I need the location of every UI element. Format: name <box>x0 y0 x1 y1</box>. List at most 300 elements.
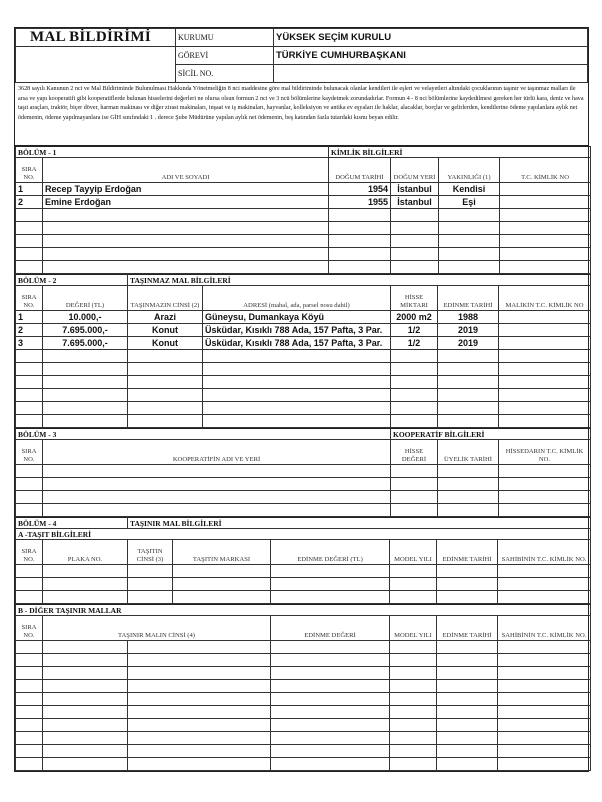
table-cell <box>43 641 128 654</box>
table-row <box>16 732 591 745</box>
table-cell: Eşi <box>439 196 500 209</box>
table-cell <box>16 745 43 758</box>
table-cell <box>271 719 390 732</box>
table-cell <box>16 565 43 578</box>
table-cell <box>391 491 438 504</box>
table-cell: Üsküdar, Kısıklı 788 Ada, 157 Pafta, 3 Par. <box>203 324 391 337</box>
table-row <box>16 402 591 415</box>
column-header: SIRA NO. <box>16 616 43 641</box>
column-header: TAŞITIN CİNSİ (3) <box>128 540 173 565</box>
table-row <box>16 578 591 591</box>
table-cell <box>271 706 390 719</box>
table-cell <box>391 209 439 222</box>
table-cell <box>391 363 438 376</box>
table-cell <box>128 389 203 402</box>
section-code: BÖLÜM - 1 <box>16 147 329 158</box>
table-cell <box>173 591 271 604</box>
table-cell <box>43 578 128 591</box>
table-cell: Konut <box>128 324 203 337</box>
table-cell <box>43 758 128 771</box>
table-cell <box>498 565 591 578</box>
table-cell <box>498 667 591 680</box>
table-cell <box>203 402 391 415</box>
column-header: T.C. KİMLİK NO <box>500 158 591 183</box>
table-cell: 2 <box>16 196 43 209</box>
form-title: MAL BİLDİRİMİ <box>16 29 176 47</box>
column-header: HİSSE DEĞERİ <box>391 440 438 465</box>
section-subheader <box>16 529 591 540</box>
table-cell <box>500 235 591 248</box>
section-title: TAŞINIR MAL BİLGİLERİ <box>128 518 591 529</box>
table-cell <box>128 363 203 376</box>
column-header: SIRA NO. <box>16 286 43 311</box>
table-cell <box>390 719 437 732</box>
table-cell <box>16 578 43 591</box>
kurumu-label: KURUMU <box>176 29 274 47</box>
table-cell <box>271 667 390 680</box>
section-bolum-1 <box>15 146 591 274</box>
table-cell <box>499 415 591 428</box>
table-cell <box>43 591 128 604</box>
table-cell <box>329 209 391 222</box>
kurumu-value: YÜKSEK SEÇİM KURULU <box>274 29 588 47</box>
table-cell <box>437 578 498 591</box>
table-cell <box>498 591 591 604</box>
sicil-label: SİCİL NO. <box>176 65 274 83</box>
table-cell <box>500 209 591 222</box>
table-cell <box>128 719 271 732</box>
table-cell <box>128 732 271 745</box>
table-cell: 7.695.000,- <box>43 324 128 337</box>
table-cell <box>499 491 591 504</box>
column-header: SIRA NO. <box>16 440 43 465</box>
table-cell: 2000 m2 <box>391 311 438 324</box>
table-cell: 3 <box>16 337 43 350</box>
table-row <box>16 248 591 261</box>
table-cell <box>499 402 591 415</box>
section-bolum-3 <box>15 428 591 517</box>
section-title: TAŞINMAZ MAL BİLGİLERİ <box>128 275 591 286</box>
table-cell <box>128 565 173 578</box>
table-cell <box>43 706 128 719</box>
table-cell <box>203 415 391 428</box>
table-row <box>16 641 591 654</box>
table-row <box>16 196 591 209</box>
table-cell <box>43 402 128 415</box>
section-subtitle: A -TAŞIT BİLGİLERİ <box>16 529 591 540</box>
table-cell <box>16 654 43 667</box>
table-row <box>16 591 591 604</box>
table-cell <box>128 415 203 428</box>
table-cell <box>43 350 128 363</box>
table-cell <box>390 565 437 578</box>
table-cell <box>271 745 390 758</box>
column-header: ÜYELİK TARİHİ <box>438 440 499 465</box>
table-cell <box>390 680 437 693</box>
table-cell <box>43 693 128 706</box>
section-code: BÖLÜM - 2 <box>16 275 128 286</box>
table-row <box>16 565 591 578</box>
table-cell <box>271 732 390 745</box>
column-header: SIRA NO. <box>16 540 43 565</box>
table-cell <box>437 745 498 758</box>
table-cell: 1954 <box>329 183 391 196</box>
table-cell: Üsküdar, Kısıklı 788 Ada, 157 Pafta, 3 Par. <box>203 337 391 350</box>
table-cell <box>16 706 43 719</box>
column-header: YAKINLIĞI (1) <box>439 158 500 183</box>
table-cell <box>271 693 390 706</box>
table-cell <box>499 478 591 491</box>
table-cell <box>128 402 203 415</box>
table-cell <box>43 376 128 389</box>
table-cell <box>500 248 591 261</box>
table-cell <box>391 350 438 363</box>
table-cell <box>499 350 591 363</box>
table-cell <box>437 654 498 667</box>
column-header: TAŞINIR MALIN CİNSİ (4) <box>43 616 271 641</box>
column-headers <box>16 440 591 465</box>
column-header: HİSSEDARIN T.C. KİMLİK NO. <box>499 440 591 465</box>
table-cell <box>16 641 43 654</box>
table-row <box>16 324 591 337</box>
gorevi-label: GÖREVİ <box>176 47 274 65</box>
table-row <box>16 758 591 771</box>
table-cell <box>16 491 43 504</box>
header-table <box>15 28 588 83</box>
section-subheader <box>16 605 591 616</box>
table-cell <box>43 209 329 222</box>
table-cell <box>390 745 437 758</box>
section-bolum-2 <box>15 274 591 428</box>
column-header: HİSSE MİKTARI <box>391 286 438 311</box>
column-headers <box>16 540 591 565</box>
table-cell <box>329 248 391 261</box>
table-cell <box>498 706 591 719</box>
table-row <box>16 667 591 680</box>
table-row <box>16 654 591 667</box>
table-cell <box>43 261 329 274</box>
table-cell <box>437 719 498 732</box>
table-cell <box>437 565 498 578</box>
table-cell <box>499 504 591 517</box>
table-cell <box>43 491 391 504</box>
table-cell <box>391 376 438 389</box>
table-cell: Arazi <box>128 311 203 324</box>
table-cell <box>498 654 591 667</box>
table-cell <box>16 719 43 732</box>
table-row <box>16 491 591 504</box>
column-header: SAHİBİNİN T.C. KİMLİK NO. <box>498 616 591 641</box>
table-row <box>16 504 591 517</box>
table-cell <box>271 641 390 654</box>
table-cell <box>391 478 438 491</box>
table-cell <box>16 376 43 389</box>
table-cell <box>391 261 439 274</box>
column-header: MALİKİN T.C. KİMLİK NO <box>499 286 591 311</box>
table-cell <box>271 680 390 693</box>
table-cell <box>128 376 203 389</box>
table-cell <box>271 578 390 591</box>
section-header <box>16 518 591 529</box>
table-row <box>16 311 591 324</box>
table-cell <box>16 363 43 376</box>
table-cell <box>43 415 128 428</box>
table-cell: 10.000,- <box>43 311 128 324</box>
table-cell <box>128 591 173 604</box>
column-header: DOĞUM YERİ <box>391 158 439 183</box>
section-title: KOOPERATİF BİLGİLERİ <box>391 429 591 440</box>
table-cell <box>271 565 390 578</box>
table-cell <box>439 222 500 235</box>
table-cell <box>43 667 128 680</box>
mal-bildirimi-form <box>14 27 589 772</box>
table-row <box>16 376 591 389</box>
table-cell <box>498 641 591 654</box>
table-cell: 1/2 <box>391 337 438 350</box>
table-cell: İstanbul <box>391 196 439 209</box>
column-headers <box>16 616 591 641</box>
column-header: SIRA NO. <box>16 158 43 183</box>
table-cell <box>329 235 391 248</box>
table-cell <box>499 337 591 350</box>
table-cell <box>437 693 498 706</box>
table-cell <box>391 465 438 478</box>
table-cell <box>128 641 271 654</box>
table-cell <box>16 667 43 680</box>
table-cell <box>16 732 43 745</box>
table-cell: 7.695.000,- <box>43 337 128 350</box>
column-header: ADRESİ (mahal, ada, parsel nosu dahil) <box>203 286 391 311</box>
table-cell: 1/2 <box>391 324 438 337</box>
table-cell <box>390 706 437 719</box>
column-header: TAŞINMAZIN CİNSİ (2) <box>128 286 203 311</box>
column-header: EDİNME TARİHİ <box>438 286 499 311</box>
table-cell <box>128 758 271 771</box>
column-header: DEĞERİ (TL) <box>43 286 128 311</box>
table-cell <box>173 578 271 591</box>
table-cell <box>498 758 591 771</box>
table-cell: Recep Tayyip Erdoğan <box>43 183 329 196</box>
table-cell <box>16 758 43 771</box>
table-row <box>16 209 591 222</box>
column-header: EDİNME TARİHİ <box>437 616 498 641</box>
table-cell <box>128 693 271 706</box>
table-cell <box>500 196 591 209</box>
table-row <box>16 478 591 491</box>
table-cell <box>43 363 128 376</box>
table-cell <box>16 350 43 363</box>
table-cell <box>16 415 43 428</box>
column-header: ADI VE SOYADI <box>43 158 329 183</box>
table-cell <box>437 758 498 771</box>
table-cell <box>437 680 498 693</box>
table-cell <box>43 478 391 491</box>
table-cell <box>43 222 329 235</box>
table-cell <box>203 350 391 363</box>
table-cell <box>43 504 391 517</box>
table-row <box>16 222 591 235</box>
table-cell <box>499 311 591 324</box>
table-cell <box>437 591 498 604</box>
column-header: MODEL YILI <box>390 540 437 565</box>
table-cell <box>439 209 500 222</box>
table-cell <box>499 324 591 337</box>
table-cell <box>43 654 128 667</box>
column-header: EDİNME TARİHİ <box>437 540 498 565</box>
table-cell <box>439 235 500 248</box>
table-cell <box>391 222 439 235</box>
table-cell: 1988 <box>438 311 499 324</box>
table-cell <box>437 732 498 745</box>
table-row <box>16 389 591 402</box>
table-cell <box>498 732 591 745</box>
table-cell: 2019 <box>438 337 499 350</box>
table-cell <box>438 415 499 428</box>
table-row <box>16 680 591 693</box>
table-cell <box>498 745 591 758</box>
column-header: DOĞUM TARİHİ <box>329 158 391 183</box>
table-cell <box>16 504 43 517</box>
table-cell <box>128 654 271 667</box>
sections <box>15 146 588 771</box>
table-cell <box>391 248 439 261</box>
table-cell <box>439 261 500 274</box>
table-row <box>16 363 591 376</box>
column-header: EDİNME DEĞERİ <box>271 616 390 641</box>
table-cell <box>391 402 438 415</box>
table-cell <box>498 719 591 732</box>
table-cell <box>438 465 499 478</box>
table-cell <box>16 680 43 693</box>
table-row <box>16 261 591 274</box>
section-bolum-4b <box>15 604 591 771</box>
table-cell <box>271 591 390 604</box>
table-cell <box>438 478 499 491</box>
table-cell <box>43 745 128 758</box>
table-cell: 2019 <box>438 324 499 337</box>
table-cell <box>203 389 391 402</box>
column-header: PLAKA NO. <box>43 540 128 565</box>
table-cell: 1 <box>16 311 43 324</box>
table-row <box>16 693 591 706</box>
column-header: SAHİBİNİN T.C. KİMLİK NO. <box>498 540 591 565</box>
table-cell <box>43 565 128 578</box>
intro-paragraph: 3628 sayılı Kanunun 2 nci ve Mal Bildiriminde Bulunulması Hakkında Yönetmeliğin 8 nci maddesine göre mal bildiriminde bulunacak olanlar kendileri ile eşleri ve velayetleri altındaki çocuklarının taşınır ve taşınmaz malları ile arsa ve yapı kooperatifi gibi kooperatiflerde bulunan hisselerini değerleri ne olursa olsun formun 2 nci ve 3 ncü bölümlerine kaydetmek zorundadırlar. Formun 4 - 8 nci bölümlerine kaydedilmesi gereken her türlü kara, deniz ve hava taşıt araçları, traktör, biçer döver, harman makinası ve diğer zirast makinaları, inşaat ve iş makinaları, hayvanlar, kolleksiyon ve antika ev eşyaları ile haklar, alacaklar, borçlar ve gelirlerden, kendilerine ödeme yapılanlara aylık net ödemenin, ödeme yapılmayanlara ise GİH sınıfındaki 1 . derece Şube Müdürüne yapılan aylık net ödemenin, beş katından fazla tutardaki kısmı beyan edilir. <box>15 83 588 146</box>
table-cell <box>499 389 591 402</box>
table-cell <box>16 693 43 706</box>
table-cell <box>16 235 43 248</box>
section-header <box>16 147 591 158</box>
table-row <box>16 415 591 428</box>
table-cell <box>16 261 43 274</box>
table-cell <box>203 363 391 376</box>
table-cell <box>16 222 43 235</box>
table-cell <box>128 667 271 680</box>
section-header <box>16 429 591 440</box>
table-cell <box>438 504 499 517</box>
table-cell <box>498 693 591 706</box>
column-headers <box>16 286 591 311</box>
table-cell <box>43 389 128 402</box>
table-cell <box>43 465 391 478</box>
section-code: BÖLÜM - 4 <box>16 518 128 529</box>
table-cell <box>499 376 591 389</box>
table-cell <box>43 235 329 248</box>
table-cell <box>16 465 43 478</box>
table-cell <box>437 706 498 719</box>
section-code: BÖLÜM - 3 <box>16 429 391 440</box>
table-cell <box>498 680 591 693</box>
table-cell <box>391 415 438 428</box>
table-cell <box>437 667 498 680</box>
column-header: MODEL YILI <box>390 616 437 641</box>
table-cell <box>499 363 591 376</box>
table-cell <box>438 376 499 389</box>
table-cell <box>500 183 591 196</box>
section-bolum-4a <box>15 517 591 604</box>
table-cell <box>500 261 591 274</box>
table-cell <box>16 402 43 415</box>
section-title: KİMLİK BİLGİLERİ <box>329 147 591 158</box>
table-row <box>16 706 591 719</box>
table-cell <box>43 248 329 261</box>
table-cell <box>43 732 128 745</box>
table-cell <box>438 389 499 402</box>
table-cell <box>43 680 128 693</box>
table-row <box>16 350 591 363</box>
table-cell <box>438 491 499 504</box>
title-blank <box>16 47 176 83</box>
table-cell <box>16 248 43 261</box>
table-cell <box>329 261 391 274</box>
gorevi-value: TÜRKİYE CUMHURBAŞKANI <box>274 47 588 65</box>
table-cell: Kendisi <box>439 183 500 196</box>
table-row <box>16 719 591 732</box>
table-cell <box>128 350 203 363</box>
table-cell <box>438 363 499 376</box>
table-cell <box>271 758 390 771</box>
table-cell <box>329 222 391 235</box>
table-row <box>16 745 591 758</box>
table-cell <box>43 719 128 732</box>
table-row <box>16 183 591 196</box>
table-cell <box>390 732 437 745</box>
table-cell <box>390 758 437 771</box>
table-cell <box>390 591 437 604</box>
column-header: TAŞITIN MARKASI <box>173 540 271 565</box>
table-cell: 2 <box>16 324 43 337</box>
table-cell <box>500 222 591 235</box>
table-row <box>16 465 591 478</box>
table-cell <box>391 389 438 402</box>
table-cell <box>498 578 591 591</box>
section-subtitle: B - DİĞER TAŞINIR MALLAR <box>16 605 591 616</box>
table-cell: Emine Erdoğan <box>43 196 329 209</box>
table-row <box>16 235 591 248</box>
column-header: KOOPERATİFİN ADI VE YERİ <box>43 440 391 465</box>
table-cell <box>391 504 438 517</box>
table-cell <box>16 478 43 491</box>
table-cell <box>390 693 437 706</box>
table-cell <box>16 389 43 402</box>
section-header <box>16 275 591 286</box>
table-cell <box>390 667 437 680</box>
table-cell: Güneysu, Dumankaya Köyü <box>203 311 391 324</box>
table-cell <box>437 641 498 654</box>
table-cell <box>499 465 591 478</box>
table-cell: 1 <box>16 183 43 196</box>
column-header: EDİNME DEĞERİ (TL) <box>271 540 390 565</box>
